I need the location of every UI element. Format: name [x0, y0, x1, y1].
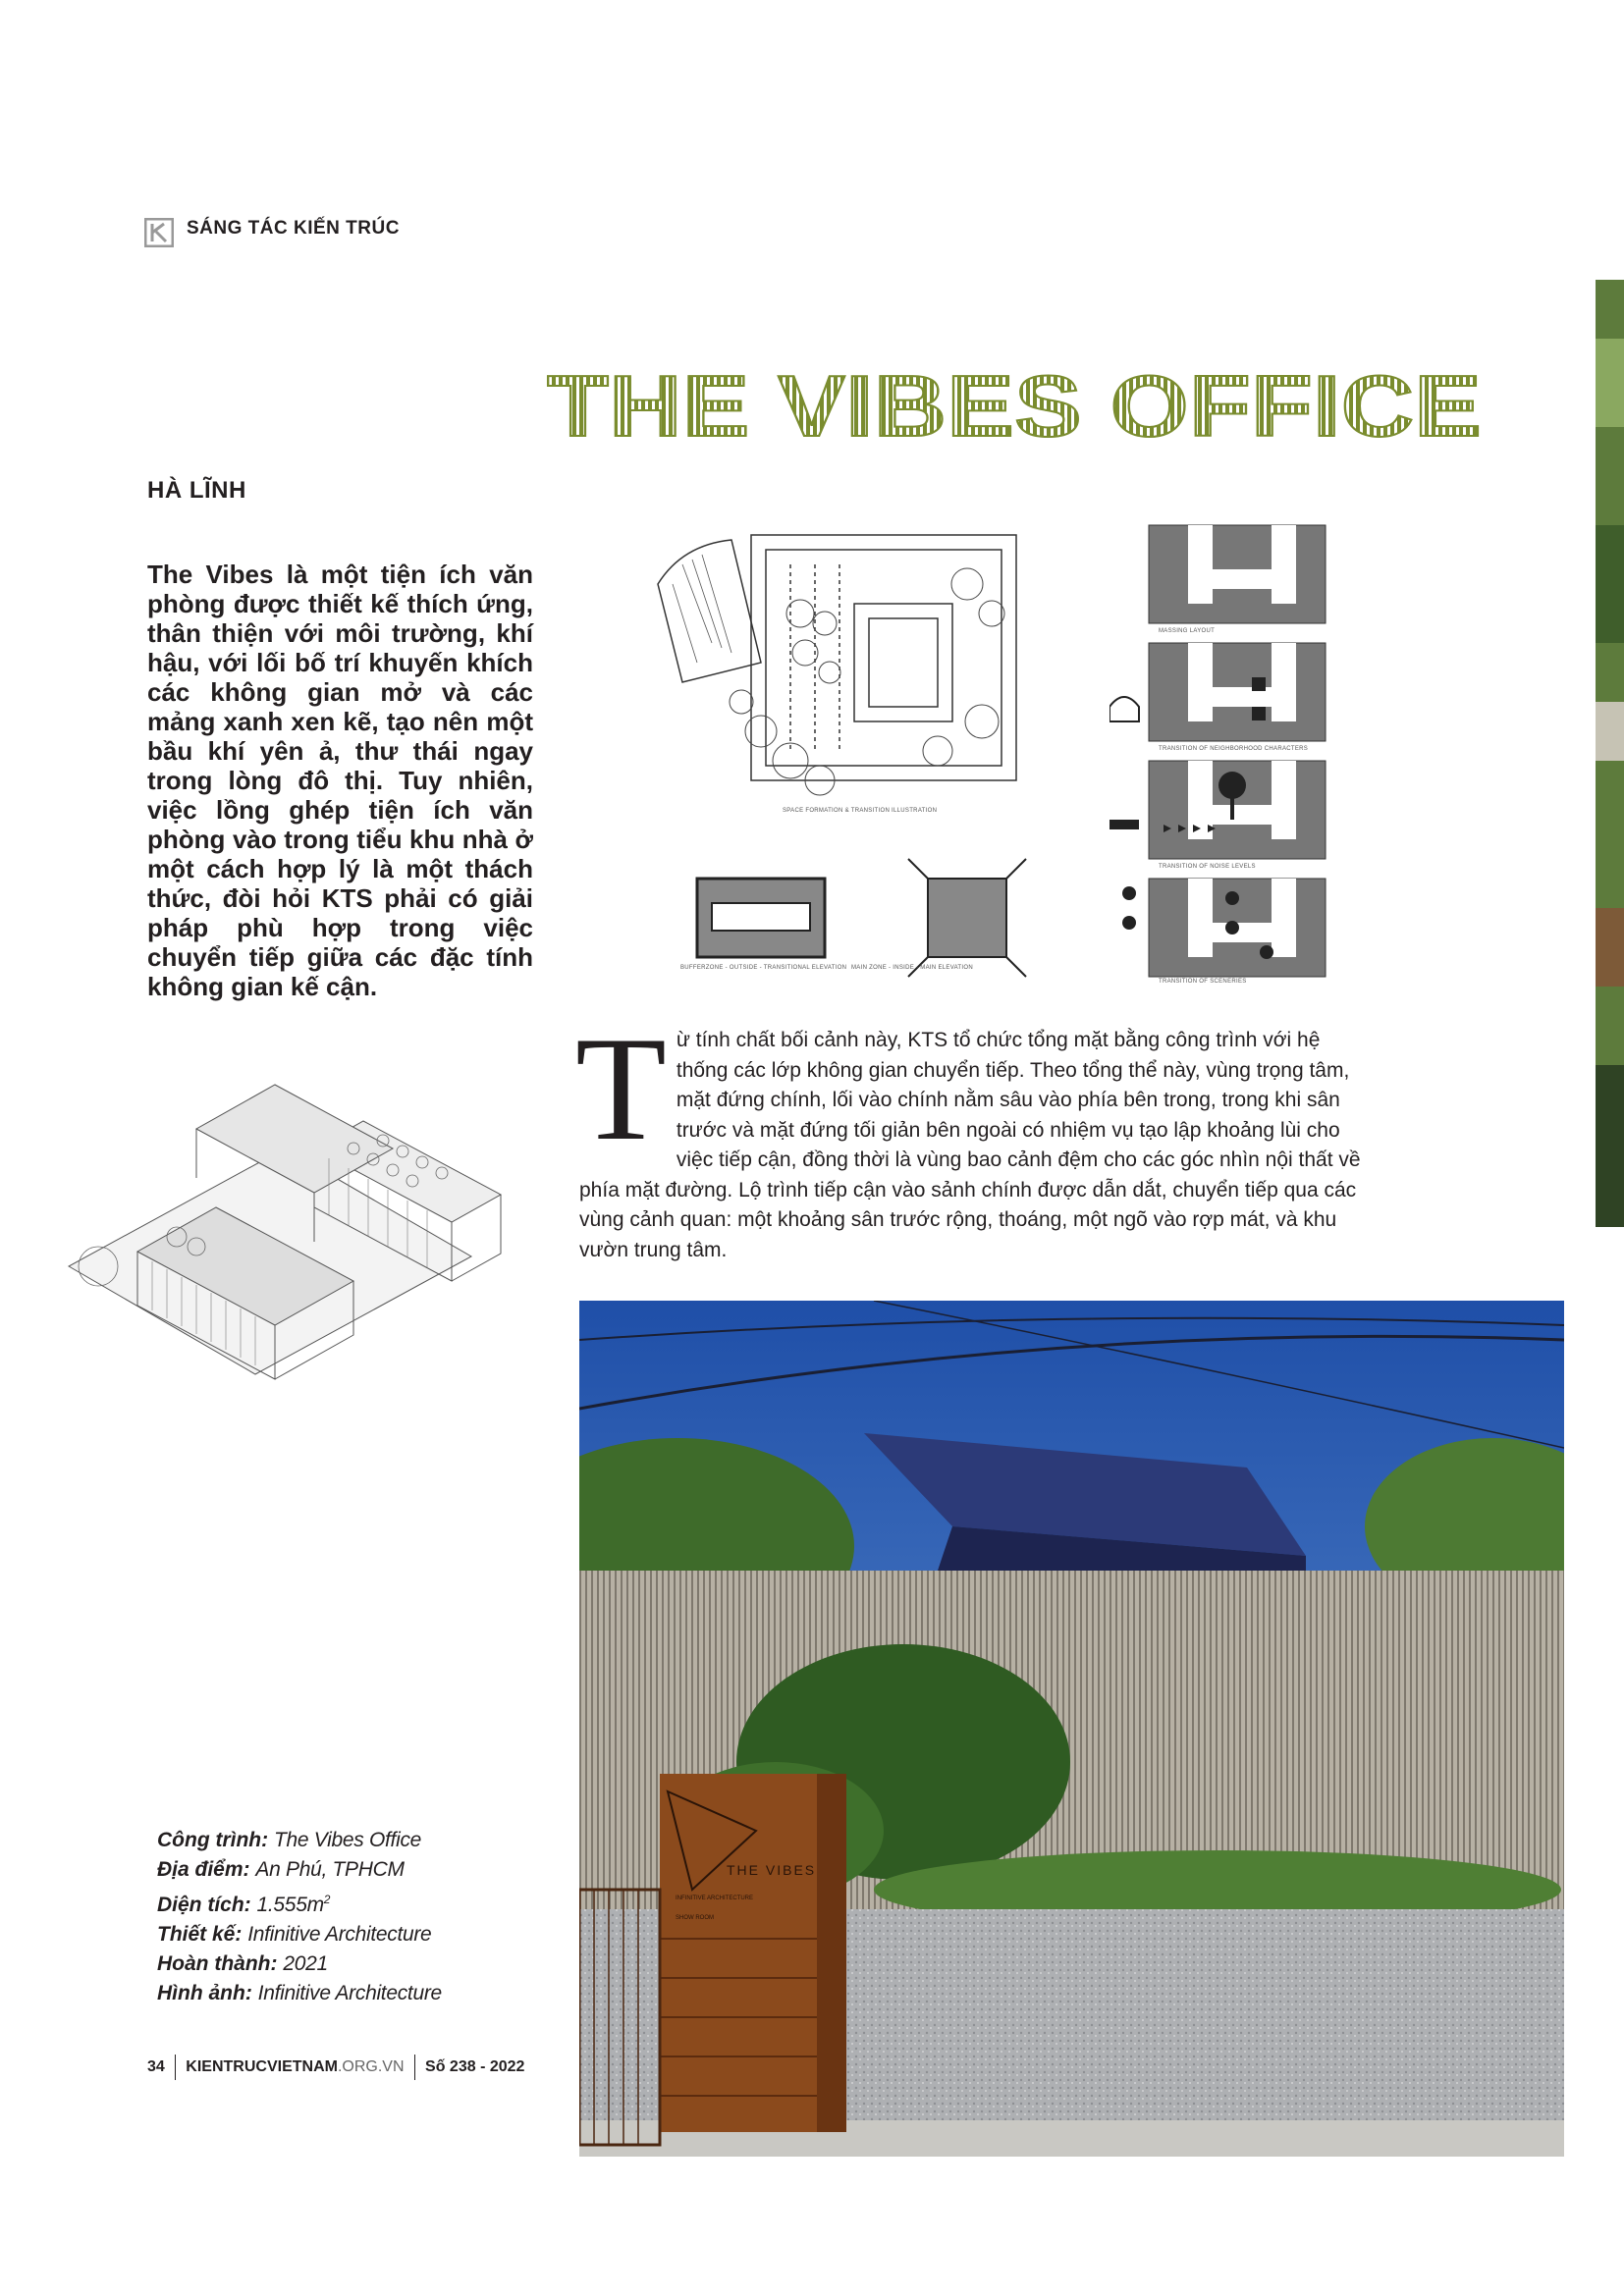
site-domain: .ORG.VN: [337, 2058, 405, 2075]
project-credits: [157, 1826, 550, 2008]
drop-cap: T: [575, 1006, 667, 1171]
building-photo: [579, 1301, 1564, 2157]
article-title: [545, 365, 1488, 444]
section-label: SÁNG TÁC KIẾN TRÚC: [187, 218, 400, 239]
caption-neighborhood: TRANSITION OF NEIGHBORHOOD CHARACTERS: [1159, 746, 1309, 752]
magazine-logo-icon: [144, 218, 174, 247]
main-zone-diagram: [903, 854, 1031, 982]
caption-massing: MASSING LAYOUT: [1159, 628, 1216, 634]
caption-sceneries: TRANSITION OF SCENERIES: [1159, 979, 1247, 985]
caption-noise: TRANSITION OF NOISE LEVELS: [1159, 864, 1256, 870]
next-page-photo-edge: [1588, 280, 1624, 1227]
credit-line: Hoàn thành: 2021: [157, 1952, 328, 1975]
site-name: KIENTRUCVIETNAM: [186, 2058, 338, 2075]
credit-line: Công trình: The Vibes Office: [157, 1829, 422, 1851]
transition-diagrams: [1110, 520, 1365, 991]
body-text: [575, 1006, 1370, 1265]
buffer-zone-diagram: [687, 864, 835, 982]
caption-site-plan: SPACE FORMATION & TRANSITION ILLUSTRATION: [783, 808, 938, 814]
body-paragraph: ừ tính chất bối cảnh này, KTS tổ chức tổng mặt bằng công trình với hệ thống các lớp không gian chuyển tiếp. Theo tổng thể này, vùng trọng tâm, mặt đứng chính, lối vào chính nằm sâu vào phía bên trong, trong khi sân trước và mặt đứng tối giản bên ngoài có nhiệm vụ tạo lập khoảng lùi cho việc tiếp cận, đồng thời là vùng bao cảnh đệm cho các góc nhìn nội thất về phía mặt đường. Lộ trình tiếp cận vào sảnh chính được dẫn dắt, chuyển tiếp qua các vùng cảnh quan: một khoảng sân trước rộng, thoáng, một ngõ vào rợp mát, và khu vườn trung tâm.: [579, 1029, 1361, 1261]
site-plan-diagram: [643, 525, 1075, 825]
credit-line: Thiết kế: Infinitive Architecture: [157, 1923, 432, 1946]
page-number: 34: [147, 2058, 165, 2075]
issue-number: Số 238 - 2022: [425, 2058, 525, 2075]
credit-line: Hình ảnh: Infinitive Architecture: [157, 1982, 442, 2004]
caption-main: MAIN ZONE - INSIDE - MAIN ELEVATION: [851, 965, 973, 971]
author-name: HÀ LĨNH: [147, 477, 246, 504]
sign-title: THE VIBES: [727, 1862, 817, 1878]
lead-paragraph: The Vibes là một tiện ích văn phòng được thiết kế thích ứng, thân thiện với môi trường, khí hậu, với lối bố trí khuyến khích các không gian mở và các mảng xanh xen kẽ, tạo nên một bầu khí yên ả, thư thái ngay trong lòng đô thị. Tuy nhiên, việc lồng ghép tiện ích văn phòng vào trong tiểu khu nhà ở một cách hợp lý là một thách thức, đòi hỏi KTS phải có giải pháp phù hợp trong việc chuyển tiếp giữa các đặc tính không gian kế cận.: [147, 560, 533, 1001]
article-title-text: THE VIBES OFFICE: [547, 365, 1482, 444]
page-footer: [147, 2056, 524, 2079]
credit-line: Địa điểm: An Phú, TPHCM: [157, 1858, 405, 1881]
credit-line: Diện tích: $1.555m^2$: [157, 1893, 331, 1916]
sign-line1: INFINITIVE ARCHITECTURE: [676, 1896, 754, 1901]
caption-buffer: BUFFERZONE - OUTSIDE - TRANSITIONAL ELEVATION: [680, 965, 847, 971]
axonometric-drawing: [59, 1070, 530, 1433]
sign-line2: SHOW ROOM: [676, 1915, 714, 1921]
